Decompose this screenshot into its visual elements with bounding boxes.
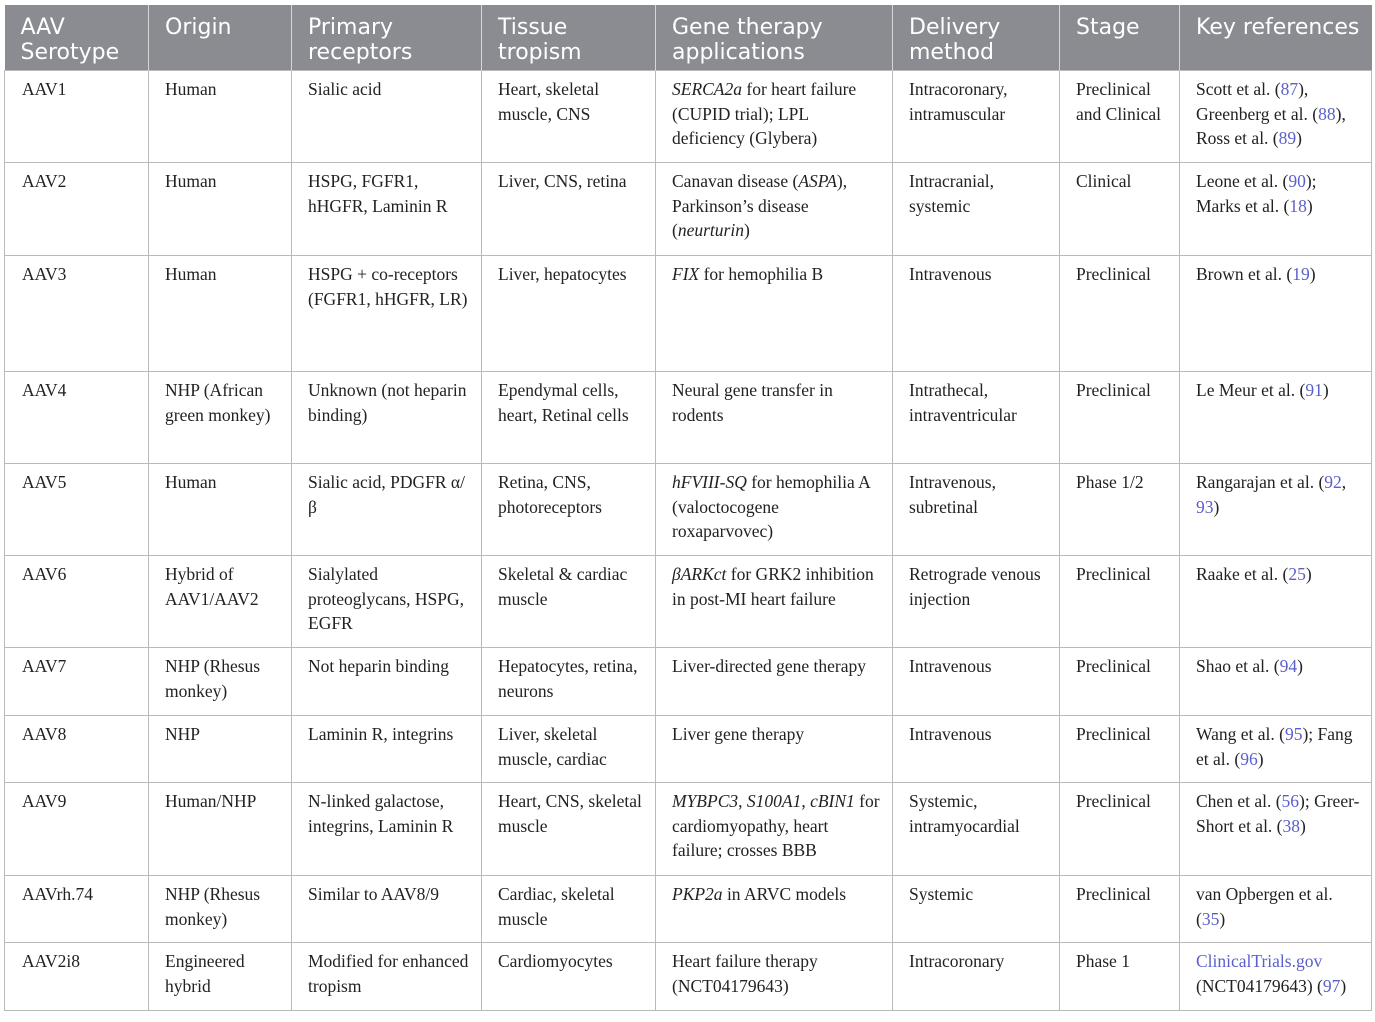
- cell-serotype: AAV5: [5, 464, 149, 556]
- citation-link[interactable]: 38: [1282, 815, 1301, 836]
- table-row: [5, 648, 1372, 716]
- cell-tropism: Heart, skeletal muscle, CNS: [482, 71, 656, 163]
- cell-serotype: AAV7: [5, 648, 149, 716]
- cell-stage: Phase 1: [1060, 943, 1180, 1011]
- cell-receptors: Sialic acid: [292, 71, 482, 163]
- citation-link[interactable]: 97: [1322, 975, 1341, 996]
- cell-stage: Preclinical: [1060, 876, 1180, 943]
- header-delivery: Delivery method: [893, 5, 1060, 71]
- cell-application: Liver-directed gene therapy: [656, 648, 893, 716]
- citation-link[interactable]: 95: [1284, 724, 1303, 744]
- cell-tropism: Liver, hepatocytes: [482, 256, 656, 372]
- citation-link[interactable]: 88: [1318, 103, 1336, 124]
- cell-tropism: Retina, CNS, photoreceptors: [482, 464, 656, 556]
- cell-serotype: AAV8: [5, 716, 149, 783]
- cell-delivery: Intracoronary, intramuscular: [893, 71, 1060, 163]
- citation-link[interactable]: 19: [1292, 264, 1310, 284]
- citation-link[interactable]: 35: [1201, 908, 1220, 929]
- cell-delivery: Intravenous: [893, 256, 1060, 372]
- cell-tropism: Cardiomyocytes: [482, 943, 656, 1011]
- table-row: [5, 464, 1372, 556]
- cell-serotype: AAV3: [5, 256, 149, 372]
- cell-origin: Human: [149, 71, 292, 163]
- cell-references: Scott et al. (87), Greenberg et al. (88), Ross et al. (89): [1180, 71, 1372, 163]
- cell-delivery: Intracoronary: [893, 943, 1060, 1011]
- cell-origin: Human/NHP: [149, 783, 292, 876]
- table-row: [5, 943, 1372, 1011]
- aav-serotype-table: [4, 5, 1372, 1011]
- citation-link[interactable]: 87: [1280, 79, 1299, 99]
- clinicaltrials-link[interactable]: ClinicalTrials.gov: [1196, 951, 1323, 971]
- cell-application: βARKct for GRK2 inhibition in post-MI heart failure: [656, 556, 893, 648]
- header-origin: Origin: [149, 5, 292, 71]
- citation-link[interactable]: 96: [1240, 748, 1258, 769]
- citation-link[interactable]: 93: [1196, 496, 1214, 517]
- cell-references: Wang et al. (95); Fang et al. (96): [1180, 716, 1372, 783]
- cell-references: Raake et al. (25): [1180, 556, 1372, 648]
- cell-origin: NHP (Rhesus monkey): [149, 876, 292, 943]
- cell-serotype: AAV1: [5, 71, 149, 163]
- cell-tropism: Liver, CNS, retina: [482, 163, 656, 256]
- citation-link[interactable]: 25: [1288, 564, 1306, 584]
- cell-delivery: Intracranial, systemic: [893, 163, 1060, 256]
- cell-stage: Preclinical: [1060, 648, 1180, 716]
- cell-stage: Preclinical and Clinical: [1060, 71, 1180, 163]
- cell-stage: Preclinical: [1060, 256, 1180, 372]
- cell-receptors: Modified for enhanced tropism: [292, 943, 482, 1011]
- cell-delivery: Intrathecal, intraventricular: [893, 372, 1060, 464]
- citation-link[interactable]: 92: [1324, 472, 1342, 492]
- cell-delivery: Intravenous, subretinal: [893, 464, 1060, 556]
- cell-receptors: Laminin R, integrins: [292, 716, 482, 783]
- cell-tropism: Hepatocytes, retina, neurons: [482, 648, 656, 716]
- cell-references: Rangarajan et al. (92, 93): [1180, 464, 1372, 556]
- cell-origin: Engineered hybrid: [149, 943, 292, 1011]
- cell-stage: Phase 1/2: [1060, 464, 1180, 556]
- citation-link[interactable]: 18: [1289, 195, 1307, 216]
- table-row: [5, 876, 1372, 943]
- cell-stage: Preclinical: [1060, 372, 1180, 464]
- cell-tropism: Cardiac, skeletal muscle: [482, 876, 656, 943]
- cell-tropism: Heart, CNS, skeletal muscle: [482, 783, 656, 876]
- cell-tropism: Skeletal & cardiac muscle: [482, 556, 656, 648]
- cell-receptors: Sialic acid, PDGFR α/β: [292, 464, 482, 556]
- cell-origin: Human: [149, 163, 292, 256]
- cell-receptors: HSPG + co-receptors (FGFR1, hHGFR, LR): [292, 256, 482, 372]
- cell-origin: Human: [149, 464, 292, 556]
- cell-references: ClinicalTrials.gov (NCT04179643) (97): [1180, 943, 1372, 1011]
- cell-references: Brown et al. (19): [1180, 256, 1372, 372]
- cell-stage: Preclinical: [1060, 716, 1180, 783]
- cell-application: Neural gene transfer in rodents: [656, 372, 893, 464]
- citation-link[interactable]: 90: [1288, 171, 1306, 191]
- cell-origin: NHP (African green monkey): [149, 372, 292, 464]
- header-serotype: AAV Serotype: [5, 5, 149, 71]
- cell-references: van Opbergen et al. (35): [1180, 876, 1372, 943]
- table-row: [5, 372, 1372, 464]
- citation-link[interactable]: 94: [1279, 656, 1298, 676]
- cell-receptors: N-linked galactose, integrins, Laminin R: [292, 783, 482, 876]
- cell-application: PKP2a in ARVC models: [656, 876, 893, 943]
- cell-application: FIX for hemophilia B: [656, 256, 893, 372]
- citation-link[interactable]: 56: [1281, 791, 1300, 811]
- header-tropism: Tissue tropism: [482, 5, 656, 71]
- cell-delivery: Intravenous: [893, 716, 1060, 783]
- cell-application: SERCA2a for heart failure (CUPID trial); LPL deficiency (Glybera): [656, 71, 893, 163]
- cell-application: MYBPC3, S100A1, cBIN1 for cardiomyopathy, heart failure; crosses BBB: [656, 783, 893, 876]
- cell-application: Canavan disease (ASPA), Parkinson’s disease (neurturin): [656, 163, 893, 256]
- cell-delivery: Systemic: [893, 876, 1060, 943]
- cell-origin: Hybrid of AAV1/AAV2: [149, 556, 292, 648]
- table-row: [5, 716, 1372, 783]
- header-stage: Stage: [1060, 5, 1180, 71]
- cell-application: hFVIII-SQ for hemophilia A (valoctocogene roxaparvovec): [656, 464, 893, 556]
- cell-tropism: Ependymal cells, heart, Retinal cells: [482, 372, 656, 464]
- cell-origin: NHP (Rhesus monkey): [149, 648, 292, 716]
- table-row: [5, 783, 1372, 876]
- cell-delivery: Systemic, intramyocardial: [893, 783, 1060, 876]
- cell-serotype: AAV2i8: [5, 943, 149, 1011]
- cell-references: Shao et al. (94): [1180, 648, 1372, 716]
- header-applications: Gene therapy applications: [656, 5, 893, 71]
- cell-receptors: HSPG, FGFR1, hHGFR, Laminin R: [292, 163, 482, 256]
- cell-stage: Preclinical: [1060, 556, 1180, 648]
- cell-receptors: Unknown (not heparin binding): [292, 372, 482, 464]
- cell-origin: NHP: [149, 716, 292, 783]
- cell-references: Le Meur et al. (91): [1180, 372, 1372, 464]
- cell-serotype: AAV4: [5, 372, 149, 464]
- citation-link[interactable]: 89: [1278, 128, 1297, 148]
- table-row: [5, 163, 1372, 256]
- cell-delivery: Intravenous: [893, 648, 1060, 716]
- cell-serotype: AAVrh.74: [5, 876, 149, 943]
- citation-link[interactable]: 91: [1305, 380, 1323, 400]
- header-receptors: Primary receptors: [292, 5, 482, 71]
- cell-serotype: AAV9: [5, 783, 149, 876]
- cell-references: Chen et al. (56); Greer-Short et al. (38): [1180, 783, 1372, 876]
- cell-delivery: Retrograde venous injection: [893, 556, 1060, 648]
- cell-receptors: Sialylated proteoglycans, HSPG, EGFR: [292, 556, 482, 648]
- table-row: [5, 71, 1372, 163]
- cell-origin: Human: [149, 256, 292, 372]
- cell-serotype: AAV2: [5, 163, 149, 256]
- cell-tropism: Liver, skeletal muscle, cardiac: [482, 716, 656, 783]
- cell-receptors: Not heparin binding: [292, 648, 482, 716]
- cell-application: Heart failure therapy (NCT04179643): [656, 943, 893, 1011]
- cell-references: Leone et al. (90); Marks et al. (18): [1180, 163, 1372, 256]
- header-row: [5, 5, 1372, 71]
- cell-stage: Clinical: [1060, 163, 1180, 256]
- cell-application: Liver gene therapy: [656, 716, 893, 783]
- header-references: Key references: [1180, 5, 1372, 71]
- cell-stage: Preclinical: [1060, 783, 1180, 876]
- table-row: [5, 256, 1372, 372]
- cell-serotype: AAV6: [5, 556, 149, 648]
- table-row: [5, 556, 1372, 648]
- cell-receptors: Similar to AAV8/9: [292, 876, 482, 943]
